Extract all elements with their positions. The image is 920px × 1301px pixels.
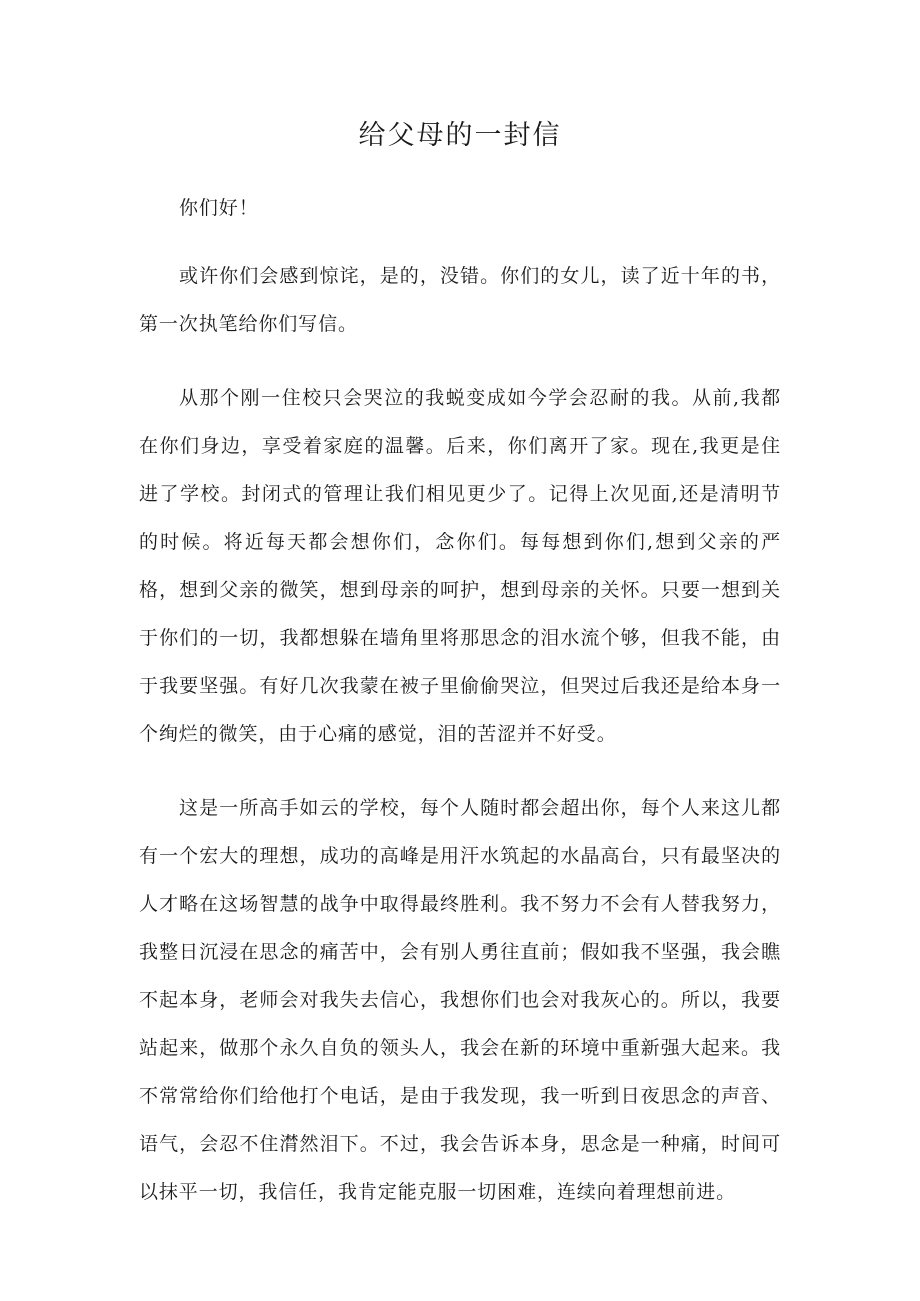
- paragraph-1: 或许你们会感到惊诧，是的，没错。你们的女儿，读了近十年的书，第一次执笔给你们写信。: [139, 265, 781, 335]
- letter-body: [139, 188, 781, 1242]
- paragraph-2: 从那个刚一住校只会哭泣的我蜕变成如今学会忍耐的我。从前,我都在你们身边，享受着家庭的温馨。后来，你们离开了家。现在,我更是住进了学校。封闭式的管理让我们相见更少了。记得上次见面,还是清明节的时候。将近每天都会想你们，念你们。每每想到你们,想到父亲的严格，想到父亲的微笑，想到母亲的呵护，想到母亲的关怀。只要一想到关于你们的一切，我都想躲在墙角里将那思念的泪水流个够，但我不能，由于我要坚强。有好几次我蒙在被子里偷偷哭泣，但哭过后我还是给本身一个绚烂的微笑，由于心痛的感觉，泪的苦涩并不好受。: [139, 387, 781, 745]
- document-title: 给父母的一封信: [358, 120, 562, 151]
- paragraph-3: 这是一所高手如云的学校，每个人随时都会超出你，每个人来这儿都有一个宏大的理想，成功的高峰是用汗水筑起的水晶高台，只有最坚决的人才略在这场智慧的战争中取得最终胜利。我不努力不会有人替我努力，我整日沉浸在思念的痛苦中，会有别人勇往直前；假如我不坚强，我会瞧不起本身，老师会对我失去信心，我想你们也会对我灰心的。所以，我要站起来，做那个永久自负的领头人，我会在新的环境中重新强大起来。我不常常给你们给他打个电话，是由于我发现，我一听到日夜思念的声音、语气，会忍不住潸然泪下。不过，我会告诉本身，思念是一种痛，时间可以抹平一切，我信任，我肯定能克服一切困难，连续向着理想前进。: [139, 797, 781, 1203]
- greeting: 你们好！: [179, 197, 259, 219]
